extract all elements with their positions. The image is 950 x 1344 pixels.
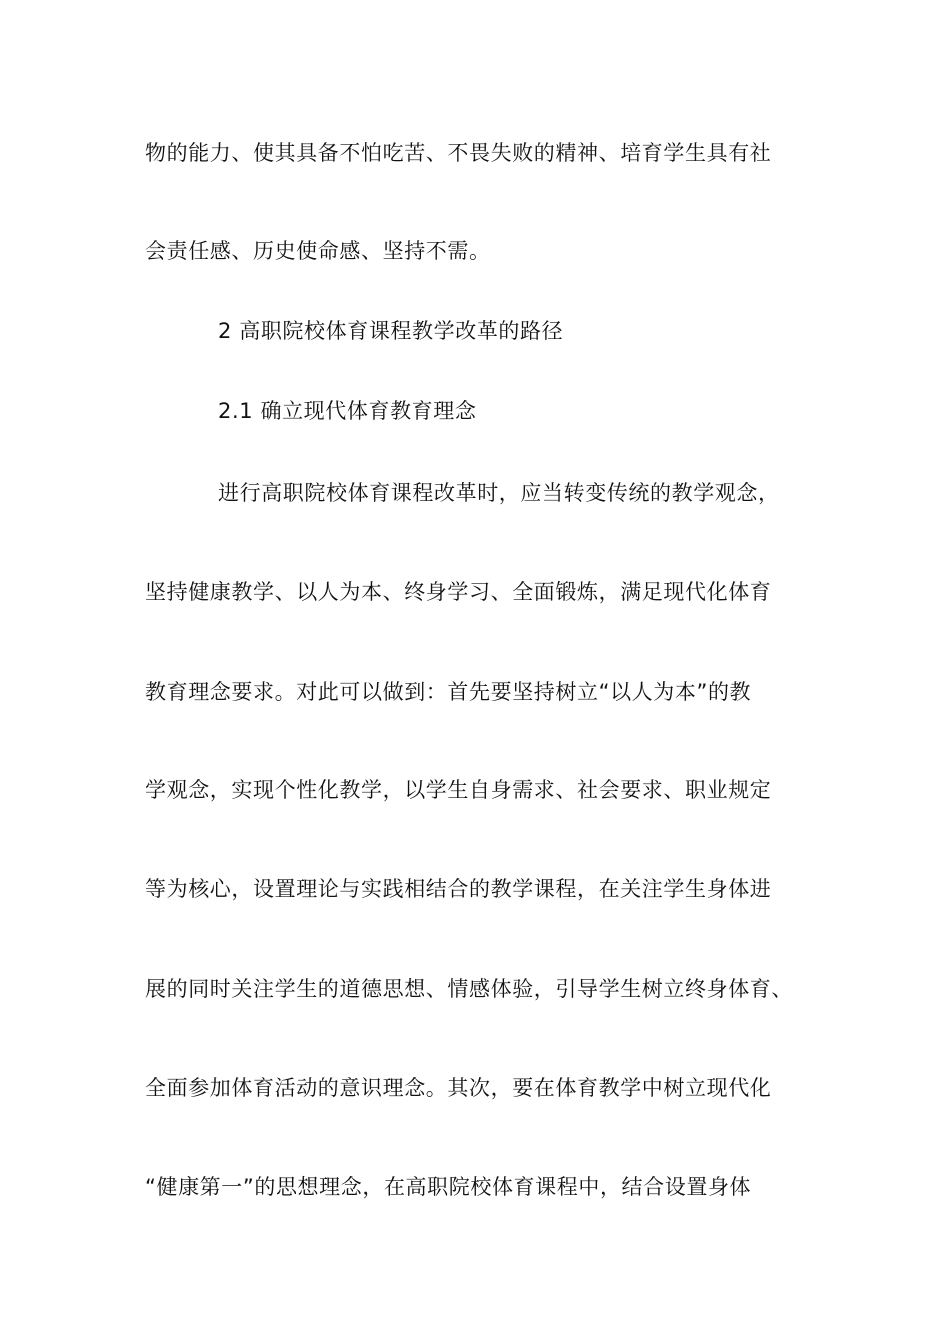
- section-heading: 2 高职院校体育课程教学改革的路径: [218, 319, 564, 343]
- paragraph-line: 全面参加体育活动的意识理念。其次，要在体育教学中树立现代化: [145, 1076, 772, 1100]
- paragraph-line: 学观念，实现个性化教学，以学生自身需求、社会要求、职业规定: [145, 778, 772, 802]
- paragraph-line: 坚持健康教学、以人为本、终身学习、全面锻炼，满足现代化体育: [145, 580, 772, 604]
- paragraph-line: 教育理念要求。对此可以做到：首先要坚持树立“以人为本”的教: [145, 680, 752, 704]
- paragraph-line: 等为核心，设置理论与实践相结合的教学课程，在关注学生身体进: [145, 877, 772, 901]
- subsection-heading: 2.1 确立现代体育教育理念: [218, 399, 477, 423]
- paragraph-line: 物的能力、使其具备不怕吃苦、不畏失败的精神、培育学生具有社: [145, 141, 772, 165]
- paragraph-line: 进行高职院校体育课程改革时，应当转变传统的教学观念，: [218, 481, 780, 505]
- paragraph-line: 展的同时关注学生的道德思想、情感体验，引导学生树立终身体育、: [145, 977, 793, 1001]
- paragraph-line: “健康第一”的思想理念，在高职院校体育课程中，结合设置身体: [145, 1175, 752, 1199]
- paragraph-line: 会责任感、历史使命感、坚持不需。: [145, 239, 491, 263]
